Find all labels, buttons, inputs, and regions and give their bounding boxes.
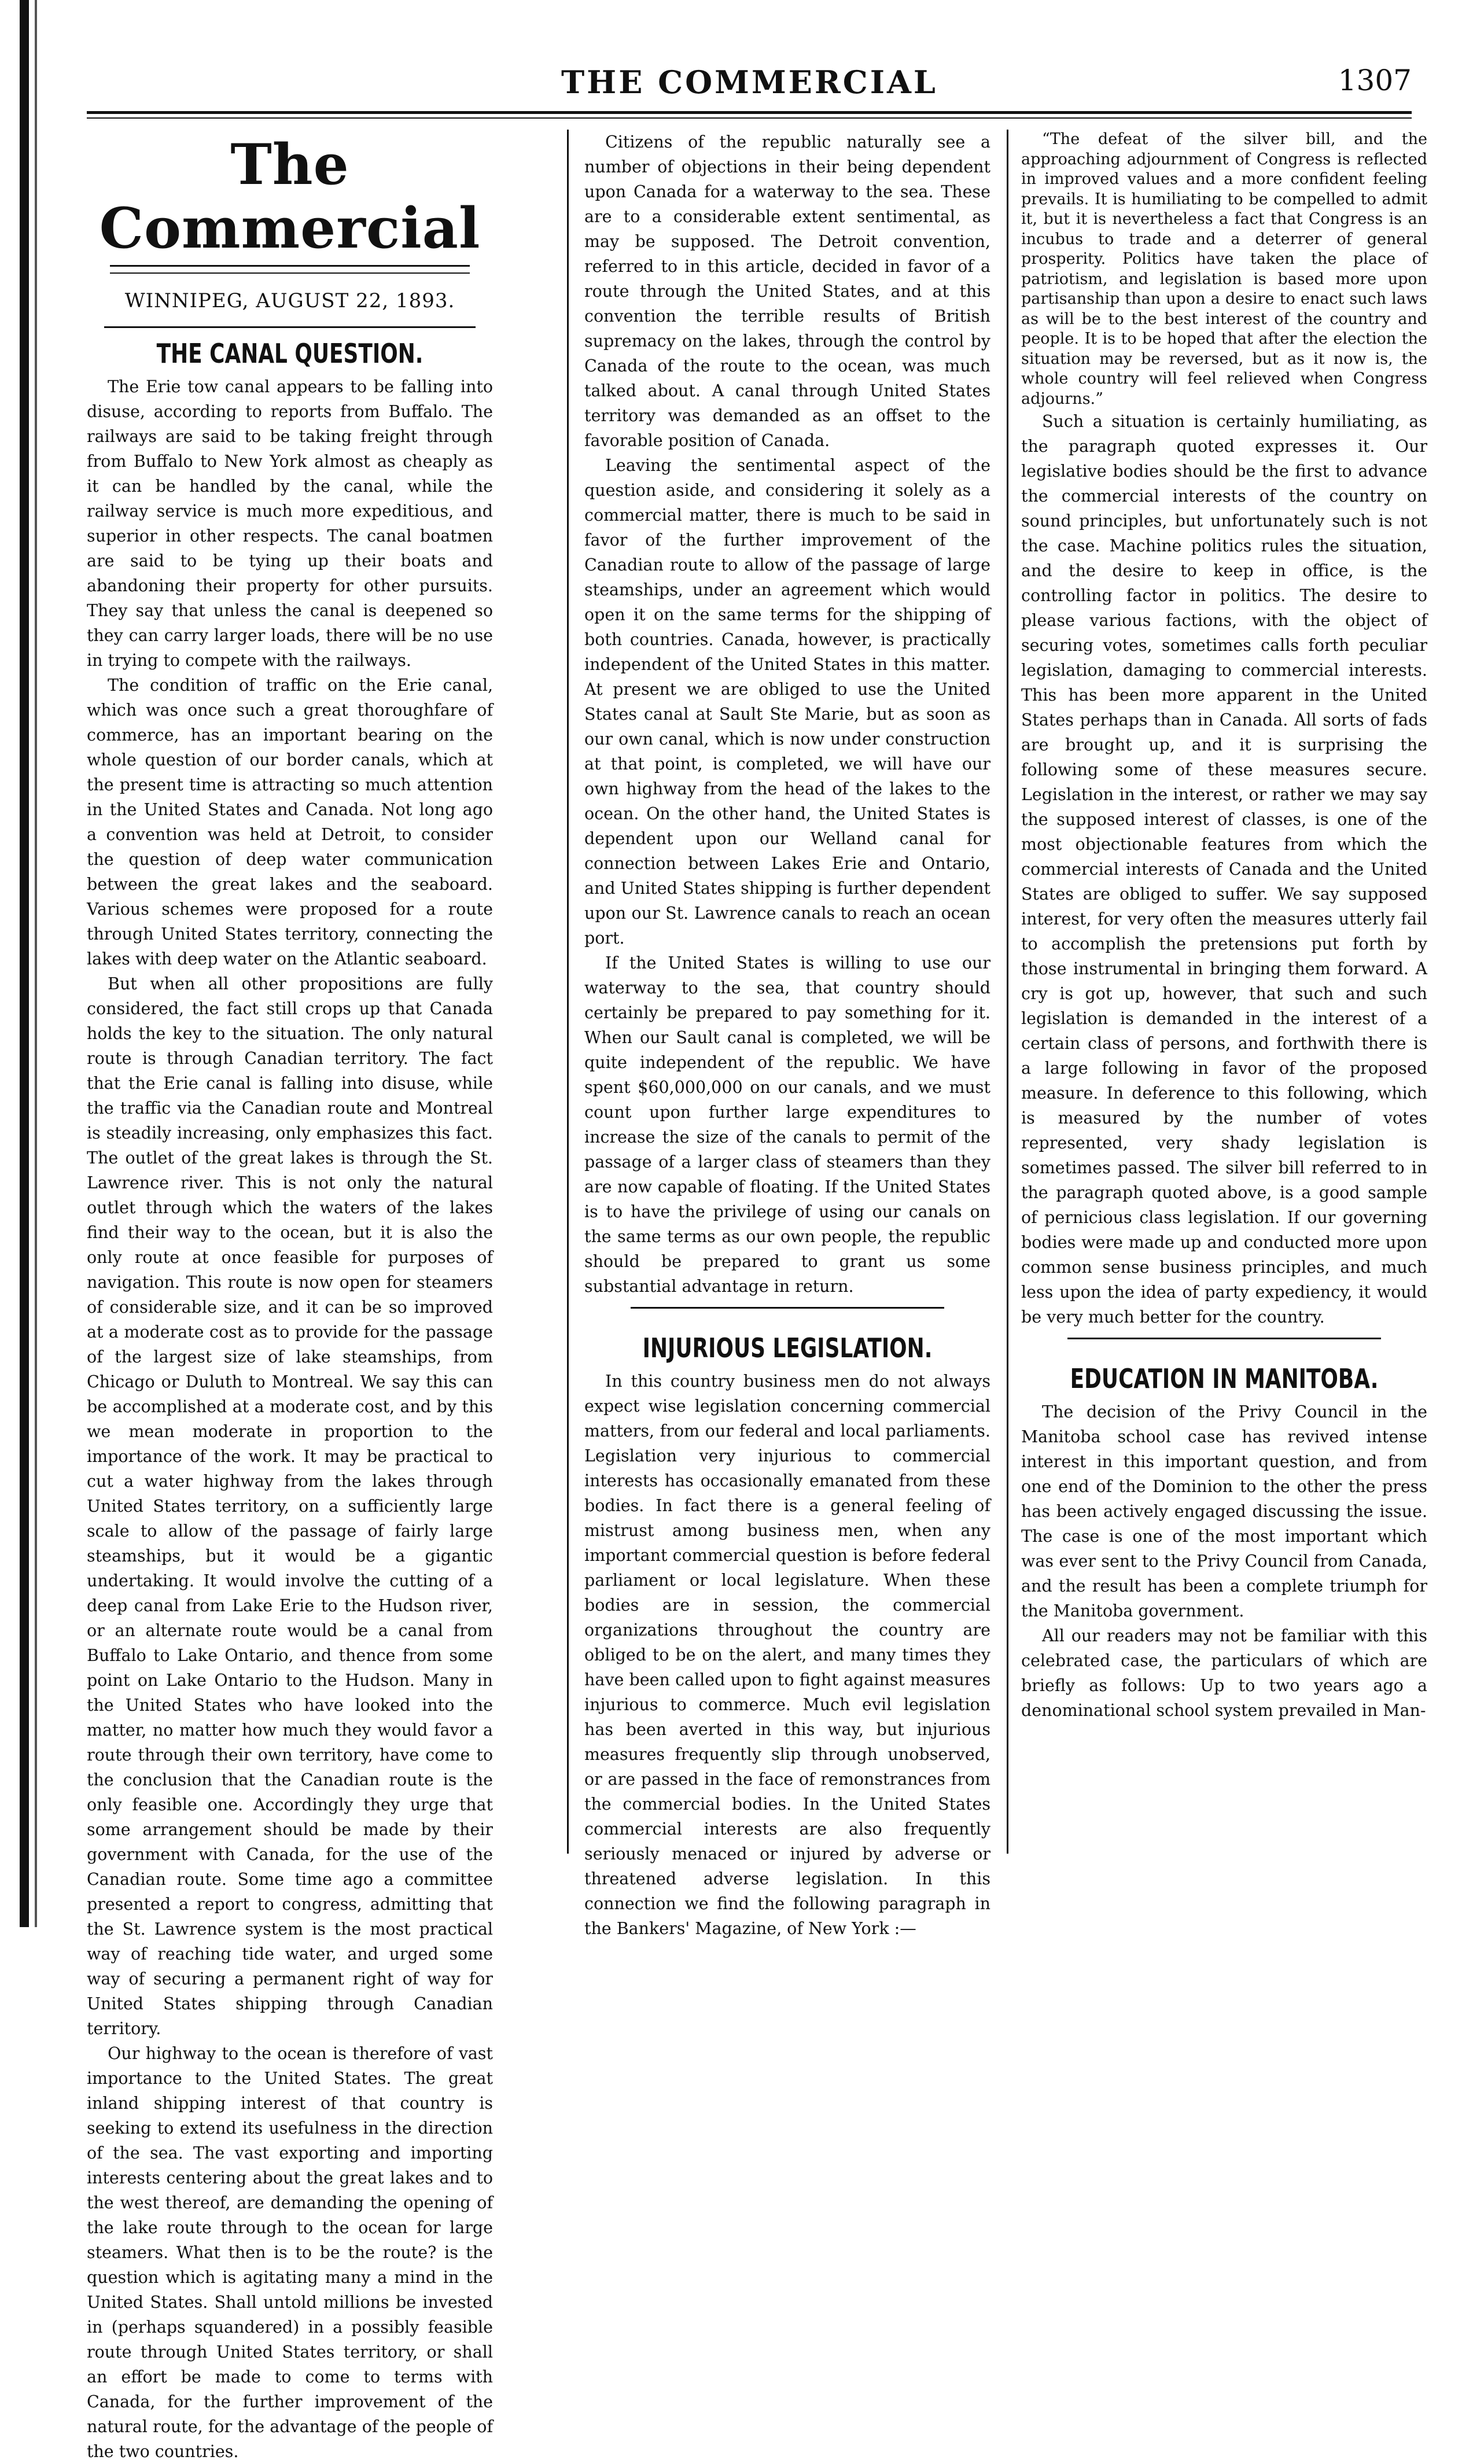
canal-paragraph-1: The Erie tow canal appears to be falling into disuse, according to reports from Buffalo. The railways are said to be taking freight through from Buffalo to New York almost as cheaply as it can be handled by the canal, while the railway service is much more expeditious, and superior in other respects. The canal boatmen are said to be tying up their boats and abandoning their property for other pursuits. They say that unless the canal is deepened so they can carry larger loads, there will be no use in trying to compete with the railways. (87, 377, 493, 670)
canal-paragraph-7: If the United States is willing to use our waterway to the sea, that country should certainly be prepared to pay something for it. When our Sault canal is completed, we will be quite independent of the republic. We have spent $60,000,000 on our canals, and we must count upon further large expenditures to increase the size of the canals to permit of the passage of a larger class of steamers than they are now capable of floating. If the United States is to have the privilege of using our canals on the same terms as our own people, the republic should be prepared to grant us some substantial advantage in return. (584, 953, 990, 1296)
legislation-quote: “The defeat of the silver bill, and the approaching adjournment of Congress is reflected in improved values and a more confident feeling prevails. It is humiliating to be compelled to admit it, but it is nevertheless a fact that Congress is an incubus to trade and a deterrer of general prosperity. Politics have taken the place of patriotism, and legislation is based more upon partisanship than upon a desire to enact such laws as will be to the best interest of the country and people. It is to be hoped that after the election the situation may be reversed, but as it now is, the whole country will feel relieved when Congress adjourns.” (1021, 130, 1427, 408)
logo-rule (110, 265, 470, 274)
dateline-rule (104, 326, 476, 328)
heading-injurious-legislation: INJURIOUS LEGISLATION. (642, 1332, 933, 1364)
running-title: THE COMMERCIAL (561, 64, 938, 101)
legislation-end-rule (1067, 1338, 1381, 1339)
canal-paragraph-4: Our highway to the ocean is therefore of vast importance to the United States. The great inland shipping interest of that country is seeking to extend its usefulness in the direction of the sea. The vast exporting and importing interests centering about the great lakes and to the west thereof, are demanding the opening of the lake route through to the ocean for large steamers. What then is to be the route? is the question which is agitating many a mind in the United States. Shall untold millions be invested in (perhaps squandered) in a possibly feasible route through United States territory, or shall an effort be made to come to terms with Canada, for the further improvement of the natural route, for the advantage of the people of the two countries. (87, 2044, 493, 2461)
column-3 (1021, 130, 1427, 1723)
column-1 (87, 130, 493, 2464)
heading-canal-question: THE CANAL QUESTION. (156, 338, 424, 369)
page-binding-shadow (35, 0, 37, 1927)
header-rule-thin (87, 117, 1412, 119)
legislation-paragraph-1: In this country business men do not always expect wise legislation concerning commercial matters, from our federal and local parliaments. Legislation very injurious to commercial interests has occasionally emanated from these bodies. In fact there is a general feeling of mistrust among business men, when any important commercial question is before federal parliament or local legislature. When these bodies are in session, the commercial organizations throughout the country are obliged to be on the alert, and many times they have been called upon to fight against measures injurious to commerce. Much evil legislation has been averted in this way, but injurious measures frequently slip through unobserved, or are passed in the face of remonstrances from the commercial bodies. In the United States commercial interests are also frequently seriously menaced or injured by adverse or threatened adverse legislation. In this connection we find the following paragraph in the Bankers' Magazine, of New York :— (584, 1372, 990, 1938)
canal-end-rule (631, 1307, 944, 1309)
page-number: 1307 (1338, 64, 1412, 97)
paper-logo: The Commercial (99, 132, 481, 261)
canal-paragraph-5-visible: Citizens of the republic naturally see a number of objections in their being dependent upon Canada for a waterway to the sea. These are to a considerable extent sentimental, as may be supposed. The Detroit convention, referred to in this article, decided in favor of a route through the United States, and at this convention the terrible results of British supremacy on the lakes, through the control by Canada of the route to the ocean, was much talked about. A canal through United States territory was demanded as an offset to the favorable position of Canada. (584, 132, 990, 450)
dateline: WINNIPEG, AUGUST 22, 1893. (124, 289, 455, 312)
column-divider-1 (567, 130, 569, 1854)
legislation-after-quote: Such a situation is certainly humiliating, as the paragraph quoted expresses it. Our legislative bodies should be the first to advance the commercial interests of the country on sound principles, but unfortunately such is not the case. Machine politics rules the situation, and the desire to keep in office, is the controlling factor in politics. The desire to please various factions, with the object of securing votes, sometimes calls forth peculiar legislation, damaging to commercial interests. This has been more apparent in the United States perhaps than in Canada. All sorts of fads are brought up, and it is surprising the following some of these measures secure. Legislation in the interest, or rather we may say the supposed interest of classes, is one of the most objectionable features from which the commercial interests of Canada and the United States are obliged to suffer. We say supposed interest, for very often the measures utterly fail to accomplish the pretensions put forth by those instrumental in bringing them forward. A cry is got up, however, that such and such legislation is demanded in the interest of a certain class of persons, and forthwith there is a large following in favor of the proposed measure. In deference to this following, which is measured by the number of votes represented, very shady legislation is sometimes passed. The silver bill referred to in the paragraph quoted above, is a good sample of pernicious class legislation. If our governing bodies were made up and conducted more upon common sense business principles, and much less upon the idea of party expediency, it would be very much better for the country. (1021, 412, 1427, 1327)
header-rule-thick (87, 111, 1412, 114)
canal-paragraph-2: The condition of traffic on the Erie canal, which was once such a great thoroughfare of commerce, has an important bearing on the whole question of our border canals, which at the present time is attracting so much attention in the United States and Canada. Not long ago a convention was held at Detroit, to consider the question of deep water communication between the great lakes and the seaboard. Various schemes were proposed for a route through United States territory, connecting the lakes with deep water on the Atlantic seaboard. (87, 676, 493, 968)
page-binding-edge (20, 0, 29, 1927)
column-divider-2 (1007, 130, 1008, 1854)
column-2-body (584, 130, 990, 1941)
running-header (87, 64, 1412, 104)
heading-education-manitoba: EDUCATION IN MANITOBA. (1070, 1363, 1379, 1394)
education-paragraph-2: All our readers may not be familiar with this celebrated case, the particulars of which are briefly as follows: Up to two years ago a denominational school system prevailed in Man- (1021, 1626, 1427, 1720)
education-paragraph-1: The decision of the Privy Council in the Manitoba school case has revived intense interest in this important question, and from one end of the Dominion to the other the press has been actively engaged discussing the issue. The case is one of the most important which was ever sent to the Privy Council from Canada, and the result has been a complete triumph for the Manitoba government. (1021, 1402, 1427, 1620)
canal-paragraph-3: But when all other propositions are fully considered, the fact still crops up that Canada holds the key to the situation. The only natural route is through Canadian territory. The fact that the Erie canal is falling into disuse, while the traffic via the Canadian route and Montreal is steadily increasing, only emphasizes this fact. The outlet of the great lakes is through the St. Lawrence river. This is not only the natural outlet through which the waters of the lakes find their way to the ocean, but it is also the only route at once feasible for purposes of navigation. This route is now open for steamers of considerable size, and it can be so improved at a moderate cost as to provide for the passage of the largest size of lake steamships, from Chicago or Duluth to Montreal. We say this can be accomplished at a moderate cost, and by this we mean moderate in proportion to the importance of the work. It may be practical to cut a water highway from the lakes through United States territory, on a sufficiently large scale to allow of the passage of fairly large steamships, but it would be a gigantic undertaking. It would involve the cutting of a deep canal from Lake Erie to the Hudson river, or an alternate route would be a canal from Buffalo to Lake Ontario, and thence from some point on Lake Ontario to the Hudson. Many in the United States who have looked into the matter, no matter how much they would favor a route through their own territory, have come to the conclusion that the Canadian route is the only feasible one. Accordingly they urge that some arrangement should be made by their government with Canada, for the use of the Canadian route. Some time ago a committee presented a report to congress, admitting that the St. Lawrence system is the most practical way of reaching tide water, and urged some way of securing a permanent right of way for United States shipping through Canadian territory. (87, 974, 493, 2038)
canal-paragraph-6: Leaving the sentimental aspect of the question aside, and considering it solely as a commercial matter, there is much to be said in favor of the further improvement of the Canadian route to allow of the passage of large steamships, under an agreement which would open it on the same terms for the shipping of both countries. Canada, however, is practically independent of the United States in this matter. At present we are obliged to use the United States canal at Sault Ste Marie, but as soon as our own canal, which is now under construction at that point, is completed, we will have our own highway from the head of the lakes to the ocean. On the other hand, the United States is dependent upon our Welland canal for connection between Lakes Erie and Ontario, and United States shipping is further dependent upon our St. Lawrence canals to reach an ocean port. (584, 456, 990, 948)
